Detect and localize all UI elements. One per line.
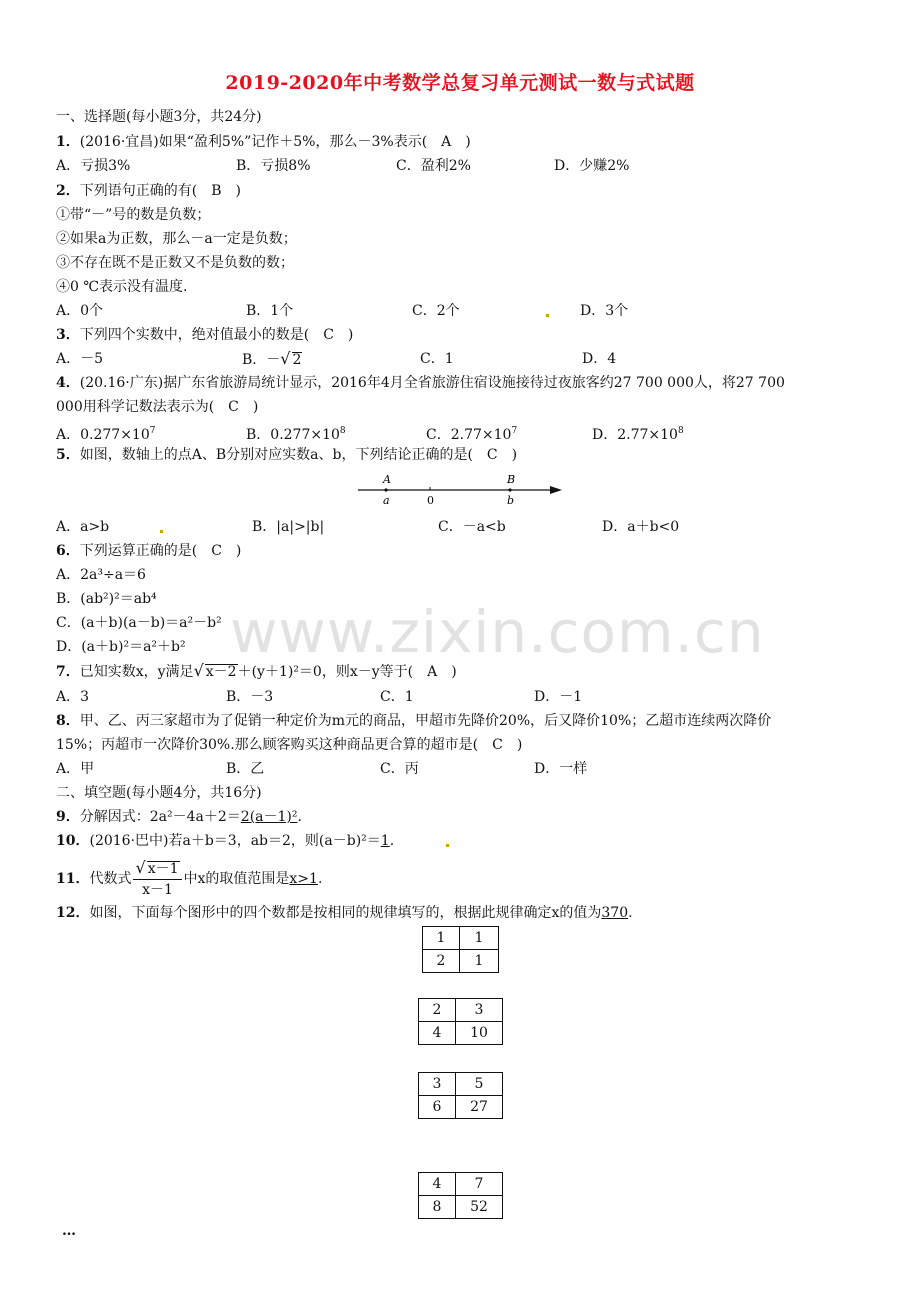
question-4 (56, 374, 785, 392)
question-2 (56, 182, 241, 200)
point-a-value-label: a (383, 494, 390, 507)
question-5 (56, 446, 517, 464)
question-text: 下列语句正确的有( B ) (79, 183, 241, 199)
question-text-end: . (628, 905, 633, 921)
radicand: x－1 (147, 861, 179, 877)
exponent: 7 (149, 426, 156, 436)
question-number: 10． (56, 833, 90, 849)
question-text: 下列运算正确的是( C ) (79, 543, 242, 559)
q2-option-b: B．1个 (246, 303, 294, 319)
q7-option-a: A．3 (56, 689, 90, 705)
question-text: 下列四个实数中，绝对值最小的数是( C ) (79, 327, 354, 343)
q4-option-a (56, 422, 155, 444)
q8-option-c: C．丙 (380, 761, 419, 777)
document-title: 2019-2020年中考数学总复习单元测试一数与式试题 (225, 72, 695, 94)
question-1 (56, 133, 471, 151)
question-text-end: . (297, 809, 302, 825)
grid-cell: 1 (460, 950, 499, 973)
number-grid-1 (422, 926, 499, 973)
answer: 1 (380, 833, 390, 849)
q2-option-d: D．3个 (580, 303, 629, 319)
q3-option-d: D．4 (582, 351, 617, 367)
question-number: 3． (56, 327, 80, 343)
grid-cell: 8 (419, 1196, 456, 1219)
question-number: 11． (56, 871, 90, 887)
point-a-mark (384, 488, 387, 491)
option-text: A．0.277×10 (56, 427, 150, 443)
question-6 (56, 542, 241, 560)
q2-statement-3: ③不存在既不是正数又不是负数的数； (56, 255, 294, 271)
watermark: www.zixin.com.cn (230, 598, 765, 666)
exponent: 7 (511, 426, 518, 436)
radical-sign: √ (280, 349, 291, 368)
q2-statement-1: ①带“－”号的数是负数； (56, 207, 211, 223)
q6-option-d: D．(a＋b)²＝a²＋b² (56, 639, 186, 655)
question-8-cont: 15%；丙超市一次降价30%.那么顾客购买这种商品更合算的超市是( C ) (56, 737, 523, 753)
question-number: 9． (56, 809, 80, 825)
grid-cell: 4 (419, 1022, 456, 1045)
q2-statement-4: ④0 ℃表示没有温度. (56, 279, 188, 295)
grid-cell: 5 (456, 1073, 503, 1096)
question-text-end: . (317, 871, 323, 887)
q6-option-b: B．(ab²)²＝ab⁴ (56, 591, 157, 607)
question-text: 已知实数x，y满足 (79, 664, 194, 680)
grid-cell: 1 (460, 927, 499, 950)
question-12 (56, 904, 633, 922)
q3-option-b (242, 350, 302, 369)
q8-option-b: B．乙 (226, 761, 265, 777)
stray-mark (546, 314, 549, 317)
point-b-label: B (507, 473, 516, 486)
q7-option-d: D．－1 (534, 689, 583, 705)
grid-cell: 6 (419, 1096, 456, 1119)
question-text: 分解因式：2a²－4a＋2＝ (79, 809, 241, 825)
answer: 370 (601, 905, 629, 921)
number-grid-2 (418, 998, 503, 1045)
grid-cell: 4 (419, 1173, 456, 1196)
q5-option-d: D．a＋b<0 (602, 519, 680, 535)
grid-cell: 52 (456, 1196, 503, 1219)
question-number: 4． (56, 375, 80, 391)
q3-option-a: A．－5 (56, 351, 104, 367)
q4-option-d (592, 422, 684, 444)
question-8 (56, 712, 771, 730)
question-text-cont: 中x的取值范围是 (183, 871, 290, 887)
radical-sign: √ (193, 661, 204, 680)
q2-statement-2: ②如果a为正数，那么－a一定是负数； (56, 231, 297, 247)
question-3 (56, 326, 353, 344)
question-7 (56, 662, 457, 681)
ellipsis: … (62, 1223, 76, 1239)
option-text: B．－ (242, 352, 281, 368)
fraction (133, 858, 181, 900)
fraction-denominator: x－1 (142, 882, 173, 898)
q1-option-a: A．亏损3% (56, 158, 131, 174)
stray-mark (446, 844, 449, 847)
question-text: 甲、乙、丙三家超市为了促销一种定价为m元的商品，甲超市先降价20%，后又降价10%；乙超市连续两次降价 (79, 713, 772, 729)
q7-option-c: C．1 (380, 689, 414, 705)
q2-option-a: A．0个 (56, 303, 104, 319)
point-b-value-label: b (507, 494, 515, 507)
question-9 (56, 808, 302, 826)
origin-label: 0 (427, 494, 434, 507)
question-number: 12． (56, 905, 90, 921)
option-text: D．2.77×10 (592, 427, 678, 443)
stray-mark (160, 530, 163, 533)
grid-cell: 10 (456, 1022, 503, 1045)
question-text: (2016·宜昌)如果“盈利5%”记作＋5%，那么－3%表示( A ) (79, 134, 471, 150)
q4-option-c (426, 422, 517, 444)
answer: 2(a－1)² (240, 809, 298, 825)
option-text: C．2.77×10 (426, 427, 512, 443)
q1-option-c: C．盈利2% (396, 158, 471, 174)
grid-cell: 27 (456, 1096, 503, 1119)
question-text: (20.16·广东)据广东省旅游局统计显示，2016年4月全省旅游住宿设施接待过夜旅客约27 700 000人，将27 700 (79, 375, 785, 391)
q3-option-c: C．1 (420, 351, 454, 367)
question-text: 如图，下面每个图形中的四个数都是按相同的规律填写的，根据此规律确定x的值为 (89, 905, 602, 921)
radicand: 2 (292, 352, 302, 368)
exponent: 8 (677, 426, 684, 436)
answer: x>1 (289, 871, 318, 887)
number-grid-4 (418, 1172, 503, 1219)
q1-option-d: D．少赚2% (554, 158, 630, 174)
question-number: 5． (56, 447, 80, 463)
number-line-figure (350, 470, 570, 510)
grid-cell: 3 (456, 999, 503, 1022)
q8-option-d: D．一样 (534, 761, 588, 777)
q1-option-b: B．亏损8% (236, 158, 311, 174)
question-number: 7． (56, 664, 80, 680)
question-number: 1． (56, 134, 80, 150)
question-4-cont: 000用科学记数法表示为( C ) (56, 399, 259, 415)
question-11 (56, 858, 322, 900)
point-a-label: A (383, 473, 391, 486)
number-line-arrow (550, 486, 562, 494)
question-number: 6． (56, 543, 80, 559)
point-b-mark (508, 488, 511, 491)
grid-cell: 2 (419, 999, 456, 1022)
grid-cell: 7 (456, 1173, 503, 1196)
section-choice-heading: 一、选择题(每小题3分，共24分) (56, 109, 262, 125)
q5-option-c: C．－a<b (438, 519, 506, 535)
fraction-numerator (133, 858, 181, 880)
q8-option-a: A．甲 (56, 761, 95, 777)
radical-sign: √ (135, 858, 146, 877)
q4-option-b (246, 422, 346, 444)
grid-cell: 3 (419, 1073, 456, 1096)
section-fill-heading: 二、填空题(每小题4分，共16分) (56, 785, 262, 801)
question-number: 2． (56, 183, 80, 199)
question-text: 如图，数轴上的点A、B分别对应实数a、b，下列结论正确的是( C ) (79, 447, 518, 463)
question-10 (56, 832, 394, 850)
question-text-end: . (389, 833, 395, 849)
q6-option-a: A．2a³÷a＝6 (56, 567, 146, 583)
exponent: 8 (339, 426, 346, 436)
q6-option-c: C．(a＋b)(a－b)＝a²－b² (56, 615, 222, 631)
q2-option-c: C．2个 (412, 303, 460, 319)
q5-option-b: B．|a|>|b| (252, 519, 325, 535)
number-grid-3 (418, 1072, 503, 1119)
question-text: 代数式 (89, 871, 132, 887)
question-text-cont: ＋(y＋1)²＝0，则x－y等于( A ) (237, 664, 457, 680)
question-number: 8． (56, 713, 80, 729)
grid-cell: 2 (423, 950, 460, 973)
grid-cell: 1 (423, 927, 460, 950)
q7-option-b: B．－3 (226, 689, 274, 705)
question-text: (2016·巴中)若a＋b＝3，ab＝2，则(a－b)²＝ (89, 833, 381, 849)
q5-option-a: A．a>b (56, 519, 110, 535)
radicand: x－2 (205, 664, 237, 680)
option-text: B．0.277×10 (246, 427, 340, 443)
